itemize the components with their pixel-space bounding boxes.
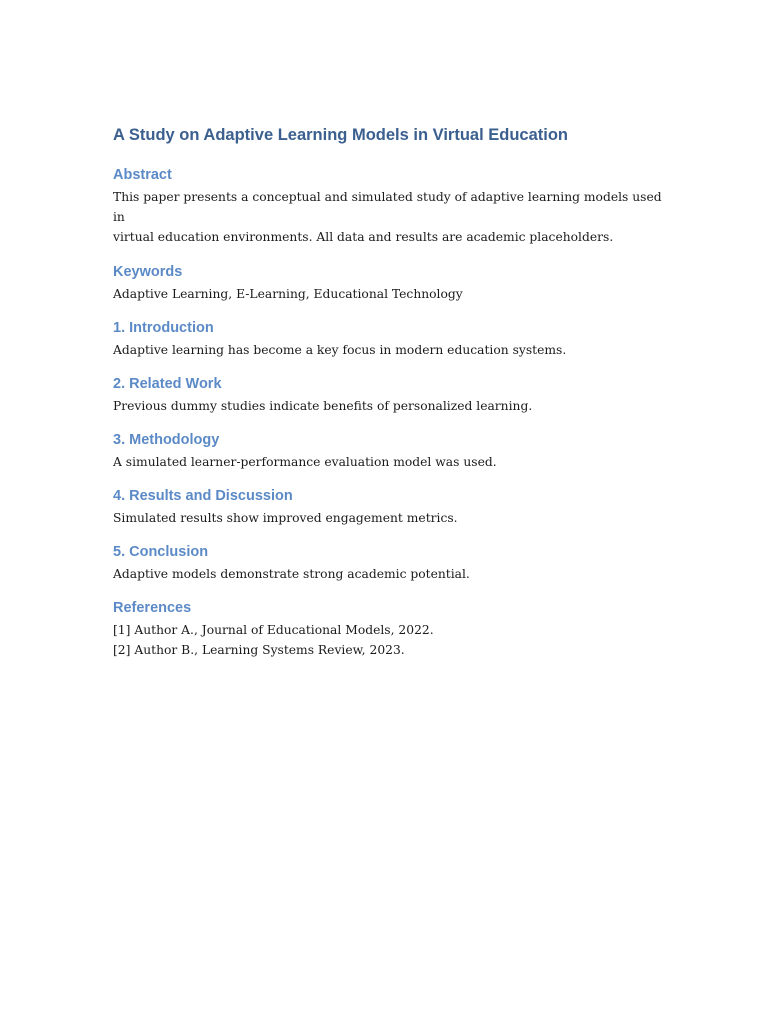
- document-page: [113, 124, 673, 660]
- section-references: [113, 598, 673, 660]
- section-heading-abstract: Abstract: [113, 167, 172, 183]
- abstract-line-1: This paper presents a conceptual and simulated study of adaptive learning models used in: [113, 190, 662, 224]
- reference-item-2: [2] Author B., Learning Systems Review, 2023.: [113, 643, 405, 657]
- section-heading-conclusion: 5. Conclusion: [113, 544, 209, 560]
- section-heading-keywords: Keywords: [113, 264, 183, 280]
- section-conclusion: [113, 542, 673, 584]
- section-methodology: [113, 430, 673, 472]
- section-keywords: [113, 262, 673, 304]
- abstract-line-2: virtual education environments. All data and results are academic placeholders.: [113, 230, 614, 244]
- section-heading-introduction: 1. Introduction: [113, 320, 214, 336]
- section-heading-methodology: 3. Methodology: [113, 432, 220, 448]
- section-results-discussion: [113, 486, 673, 528]
- section-heading-results-discussion: 4. Results and Discussion: [113, 488, 293, 504]
- conclusion-text: Adaptive models demonstrate strong academic potential.: [113, 567, 470, 581]
- introduction-text: Adaptive learning has become a key focus in modern education systems.: [113, 343, 567, 357]
- paper-title: A Study on Adaptive Learning Models in Virtual Education: [113, 126, 569, 144]
- section-heading-related-work: 2. Related Work: [113, 376, 222, 392]
- section-heading-references: References: [113, 600, 192, 616]
- section-related-work: [113, 374, 673, 416]
- results-text: Simulated results show improved engagement metrics.: [113, 511, 458, 525]
- methodology-text: A simulated learner-performance evaluation model was used.: [113, 455, 497, 469]
- keywords-text: Adaptive Learning, E-Learning, Educational Technology: [113, 287, 463, 301]
- related-work-text: Previous dummy studies indicate benefits of personalized learning.: [113, 399, 533, 413]
- section-abstract: [113, 165, 673, 247]
- section-introduction: [113, 318, 673, 360]
- reference-item-1: [1] Author A., Journal of Educational Models, 2022.: [113, 623, 434, 637]
